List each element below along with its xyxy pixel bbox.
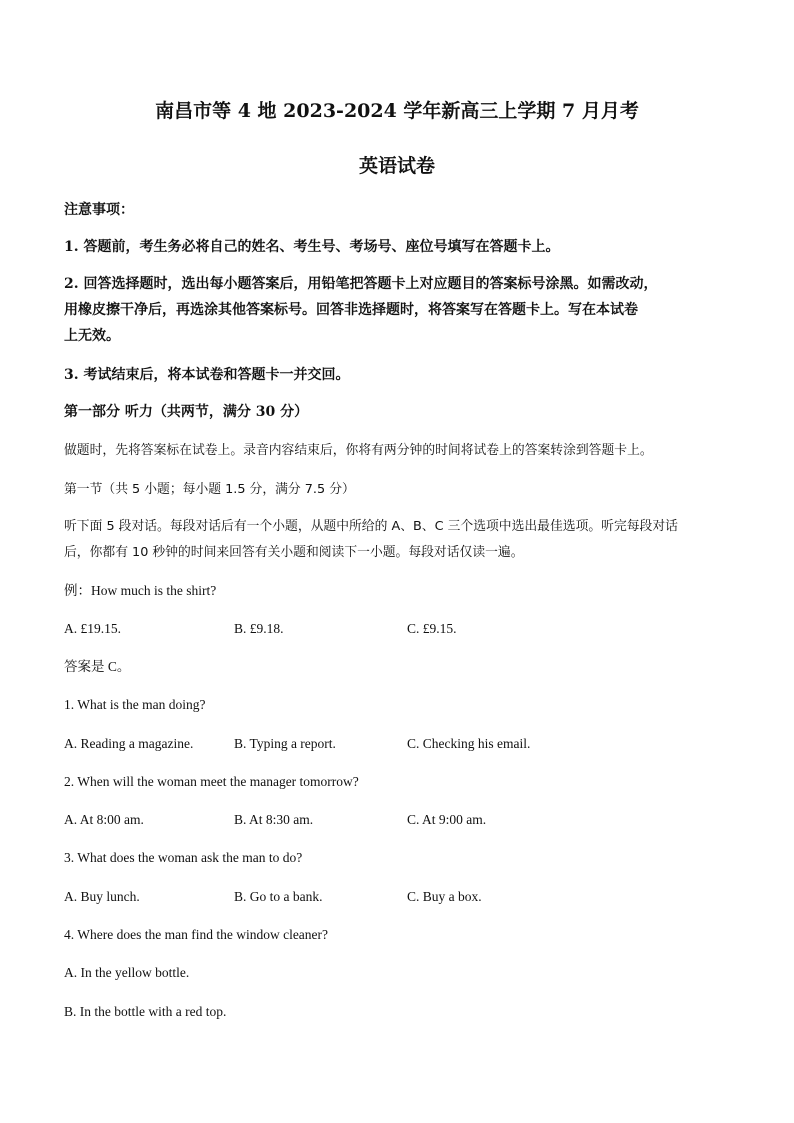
- note-item-2-line-2: 用橡皮擦干净后，再选涂其他答案标号。回答非选择题时，将答案写在答题卡上。写在本试卷: [64, 302, 638, 318]
- note-item-1: 1. 答题前，考生务必将自己的姓名、考生号、考场号、座位号填写在答题卡上。: [64, 239, 560, 255]
- part1-heading: 第一部分 听力（共两节，满分 30 分）: [64, 404, 309, 420]
- question-1-option-b: B. Typing a report.: [234, 736, 336, 751]
- question-3-option-b: B. Go to a bank.: [234, 889, 323, 904]
- exam-subtitle: 英语试卷: [358, 155, 435, 177]
- question-1-option-a: A. Reading a magazine.: [64, 736, 194, 751]
- question-2: 2. When will the woman meet the manager tomorrow?: [64, 774, 359, 789]
- section1-instruction-line-2: 后，你都有 10 秒钟的时间来回答有关小题和阅读下一小题。每段对话仅读一遍。: [64, 545, 524, 560]
- section1-instruction-line-1: 听下面 5 段对话。每段对话后有一个小题，从题中所给的 A、B、C 三个选项中选出最佳选项。听完每段对话: [64, 519, 678, 534]
- question-4-option-a: A. In the yellow bottle.: [64, 965, 190, 980]
- example-option-a: A. £19.15.: [64, 621, 121, 636]
- example-answer: 答案是 C。: [64, 659, 131, 674]
- question-3-option-c: C. Buy a box.: [407, 889, 482, 904]
- exam-title: 南昌市等 4 地 2023-2024 学年新高三上学期 7 月月考: [155, 100, 639, 122]
- notes-heading: 注意事项：: [64, 202, 134, 218]
- question-1-option-c: C. Checking his email.: [407, 736, 531, 751]
- note-item-3: 3. 考试结束后，将本试卷和答题卡一并交回。: [64, 367, 350, 383]
- example-option-b: B. £9.18.: [234, 621, 284, 636]
- section1-heading: 第一节（共 5 小题；每小题 1.5 分，满分 7.5 分）: [64, 482, 355, 497]
- question-3: 3. What does the woman ask the man to do?: [64, 850, 303, 865]
- question-4-option-b: B. In the bottle with a red top.: [64, 1004, 227, 1019]
- part1-instruction: 做题时，先将答案标在试卷上。录音内容结束后，你将有两分钟的时间将试卷上的答案转涂到答题卡上。: [64, 443, 653, 458]
- note-item-2-line-3: 上无效。: [64, 328, 120, 344]
- note-item-2-line-1: 2. 回答选择题时，选出每小题答案后，用铅笔把答题卡上对应题目的答案标号涂黑。如需改动，: [64, 276, 658, 292]
- question-2-option-c: C. At 9:00 am.: [407, 812, 487, 827]
- question-3-option-a: A. Buy lunch.: [64, 889, 140, 904]
- example-option-c: C. £9.15.: [407, 621, 457, 636]
- question-2-option-a: A. At 8:00 am.: [64, 812, 144, 827]
- example-question: 例：How much is the shirt?: [64, 583, 217, 598]
- question-1: 1. What is the man doing?: [64, 697, 206, 712]
- question-4: 4. Where does the man find the window cleaner?: [64, 927, 329, 942]
- question-2-option-b: B. At 8:30 am.: [234, 812, 314, 827]
